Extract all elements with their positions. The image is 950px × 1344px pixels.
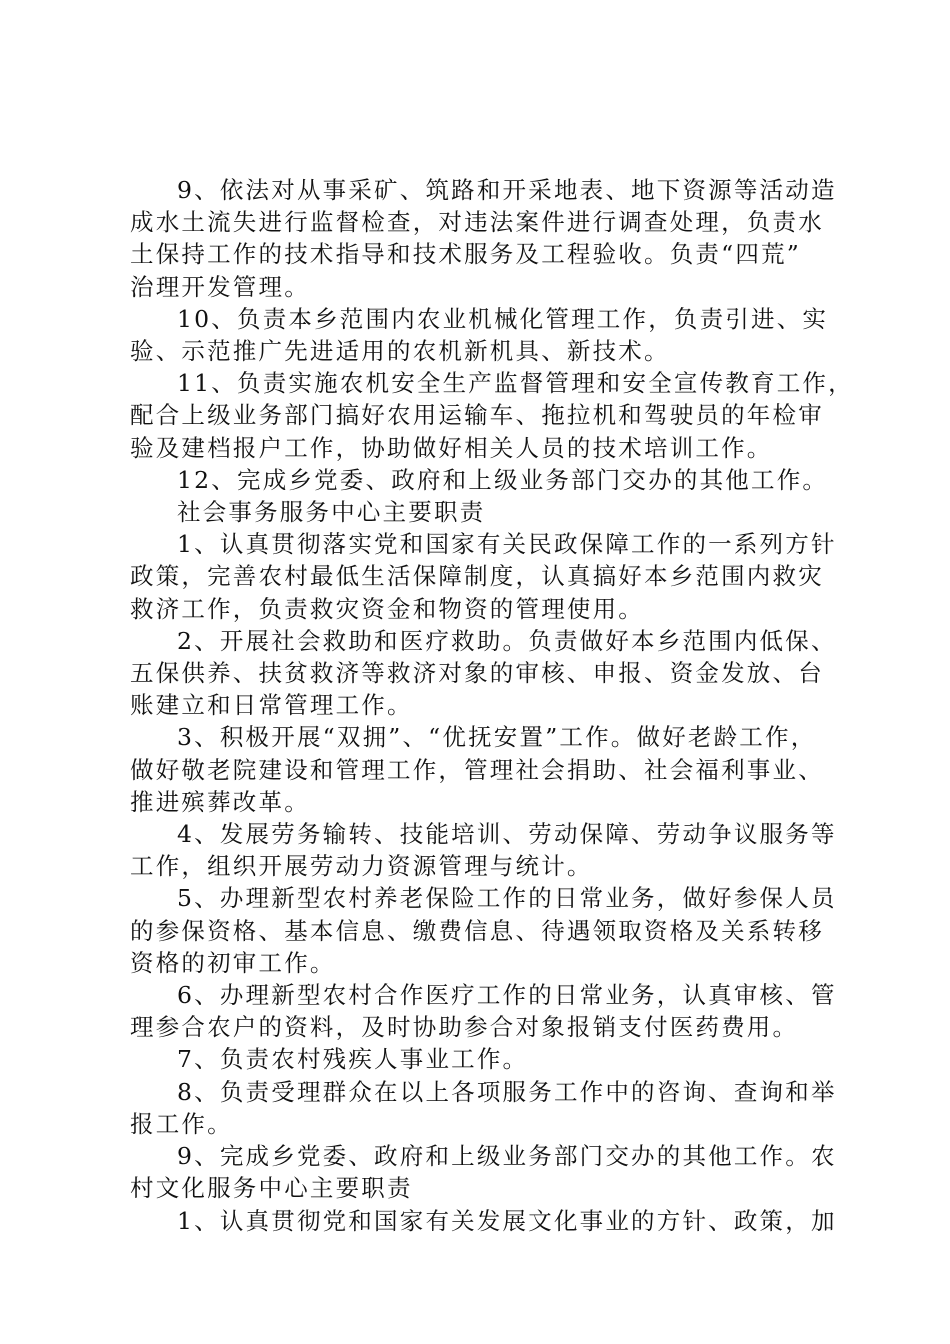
text-line: 验及建档报户工作，协助做好相关人员的技术培训工作。 — [130, 433, 773, 462]
text-line: 验、示范推广先进适用的农机新机具、新技术。 — [130, 337, 670, 366]
text-line: 1、认真贯彻落实党和国家有关民政保障工作的一系列方针 — [177, 530, 837, 559]
text-line: 5、办理新型农村养老保险工作的日常业务，做好参保人员 — [177, 884, 837, 913]
paragraph — [130, 818, 842, 882]
text-line: 8、负责受理群众在以上各项服务工作中的咨询、查询和举 — [177, 1077, 837, 1106]
text-line: 1、认真贯彻党和国家有关发展文化事业的方针、政策，加 — [177, 1206, 837, 1235]
text-line: 3、积极开展“双拥”、“优抚安置”工作。做好老龄工作， — [177, 723, 817, 752]
text-line: 推进殡葬改革。 — [130, 787, 310, 816]
text-line: 理参合农户的资料，及时协助参合对象报销支付医药费用。 — [130, 1013, 799, 1042]
paragraph — [130, 721, 842, 818]
text-line: 9、依法对从事采矿、筑路和开采地表、地下资源等活动造 — [177, 176, 837, 204]
text-line: 救济工作，负责救灾资金和物资的管理使用。 — [130, 594, 644, 623]
text-line: 报工作。 — [130, 1109, 233, 1138]
text-line: 五保供养、扶贫救济等救济对象的审核、申报、资金发放、台 — [130, 659, 824, 688]
text-line: 社会事务服务中心主要职责 — [177, 498, 486, 527]
paragraph — [130, 625, 842, 722]
paragraph — [130, 882, 842, 979]
text-line: 资格的初审工作。 — [130, 948, 336, 977]
paragraph — [130, 528, 842, 625]
document-body — [130, 174, 854, 1237]
text-line: 2、开展社会救助和医疗救助。负责做好本乡范围内低保、 — [177, 626, 837, 655]
text-line: 7、负责农村残疾人事业工作。 — [177, 1045, 529, 1074]
text-line: 土保持工作的技术指导和技术服务及工程验收。负责“四荒” — [130, 240, 801, 269]
text-line: 6、办理新型农村合作医疗工作的日常业务，认真审核、管 — [177, 981, 837, 1010]
text-line: 账建立和日常管理工作。 — [130, 691, 413, 720]
paragraph — [130, 367, 854, 464]
text-line: 治理开发管理。 — [130, 272, 310, 301]
text-line: 配合上级业务部门搞好农用运输车、拖拉机和驾驶员的年检审 — [130, 401, 824, 430]
paragraph — [130, 1076, 842, 1140]
text-line: 10、负责本乡范围内农业机械化管理工作，负责引进、实 — [177, 304, 829, 333]
paragraph — [130, 1043, 842, 1075]
paragraph — [130, 303, 842, 367]
paragraph — [130, 174, 842, 303]
text-line: 4、发展劳务输转、技能培训、劳动保障、劳动争议服务等 — [177, 820, 837, 849]
paragraph — [130, 1205, 842, 1237]
text-line: 9、完成乡党委、政府和上级业务部门交办的其他工作。农 — [177, 1142, 837, 1171]
paragraph — [130, 979, 842, 1043]
text-line: 成水土流失进行监督检查，对违法案件进行调查处理，负责水 — [130, 208, 824, 237]
text-line: 12、完成乡党委、政府和上级业务部门交办的其他工作。 — [177, 465, 829, 494]
text-line: 11、负责实施农机安全生产监督管理和安全宣传教育工作， — [177, 369, 854, 398]
text-line: 工作，组织开展劳动力资源管理与统计。 — [130, 852, 593, 881]
paragraph — [130, 464, 842, 496]
paragraph — [130, 1140, 842, 1204]
text-line: 的参保资格、基本信息、缴费信息、待遇领取资格及关系转移 — [130, 916, 824, 945]
text-line: 做好敬老院建设和管理工作，管理社会捐助、社会福利事业、 — [130, 755, 824, 784]
text-line: 政策，完善农村最低生活保障制度，认真搞好本乡范围内救灾 — [130, 562, 824, 591]
paragraph — [130, 496, 842, 528]
text-line: 村文化服务中心主要职责 — [130, 1174, 413, 1203]
